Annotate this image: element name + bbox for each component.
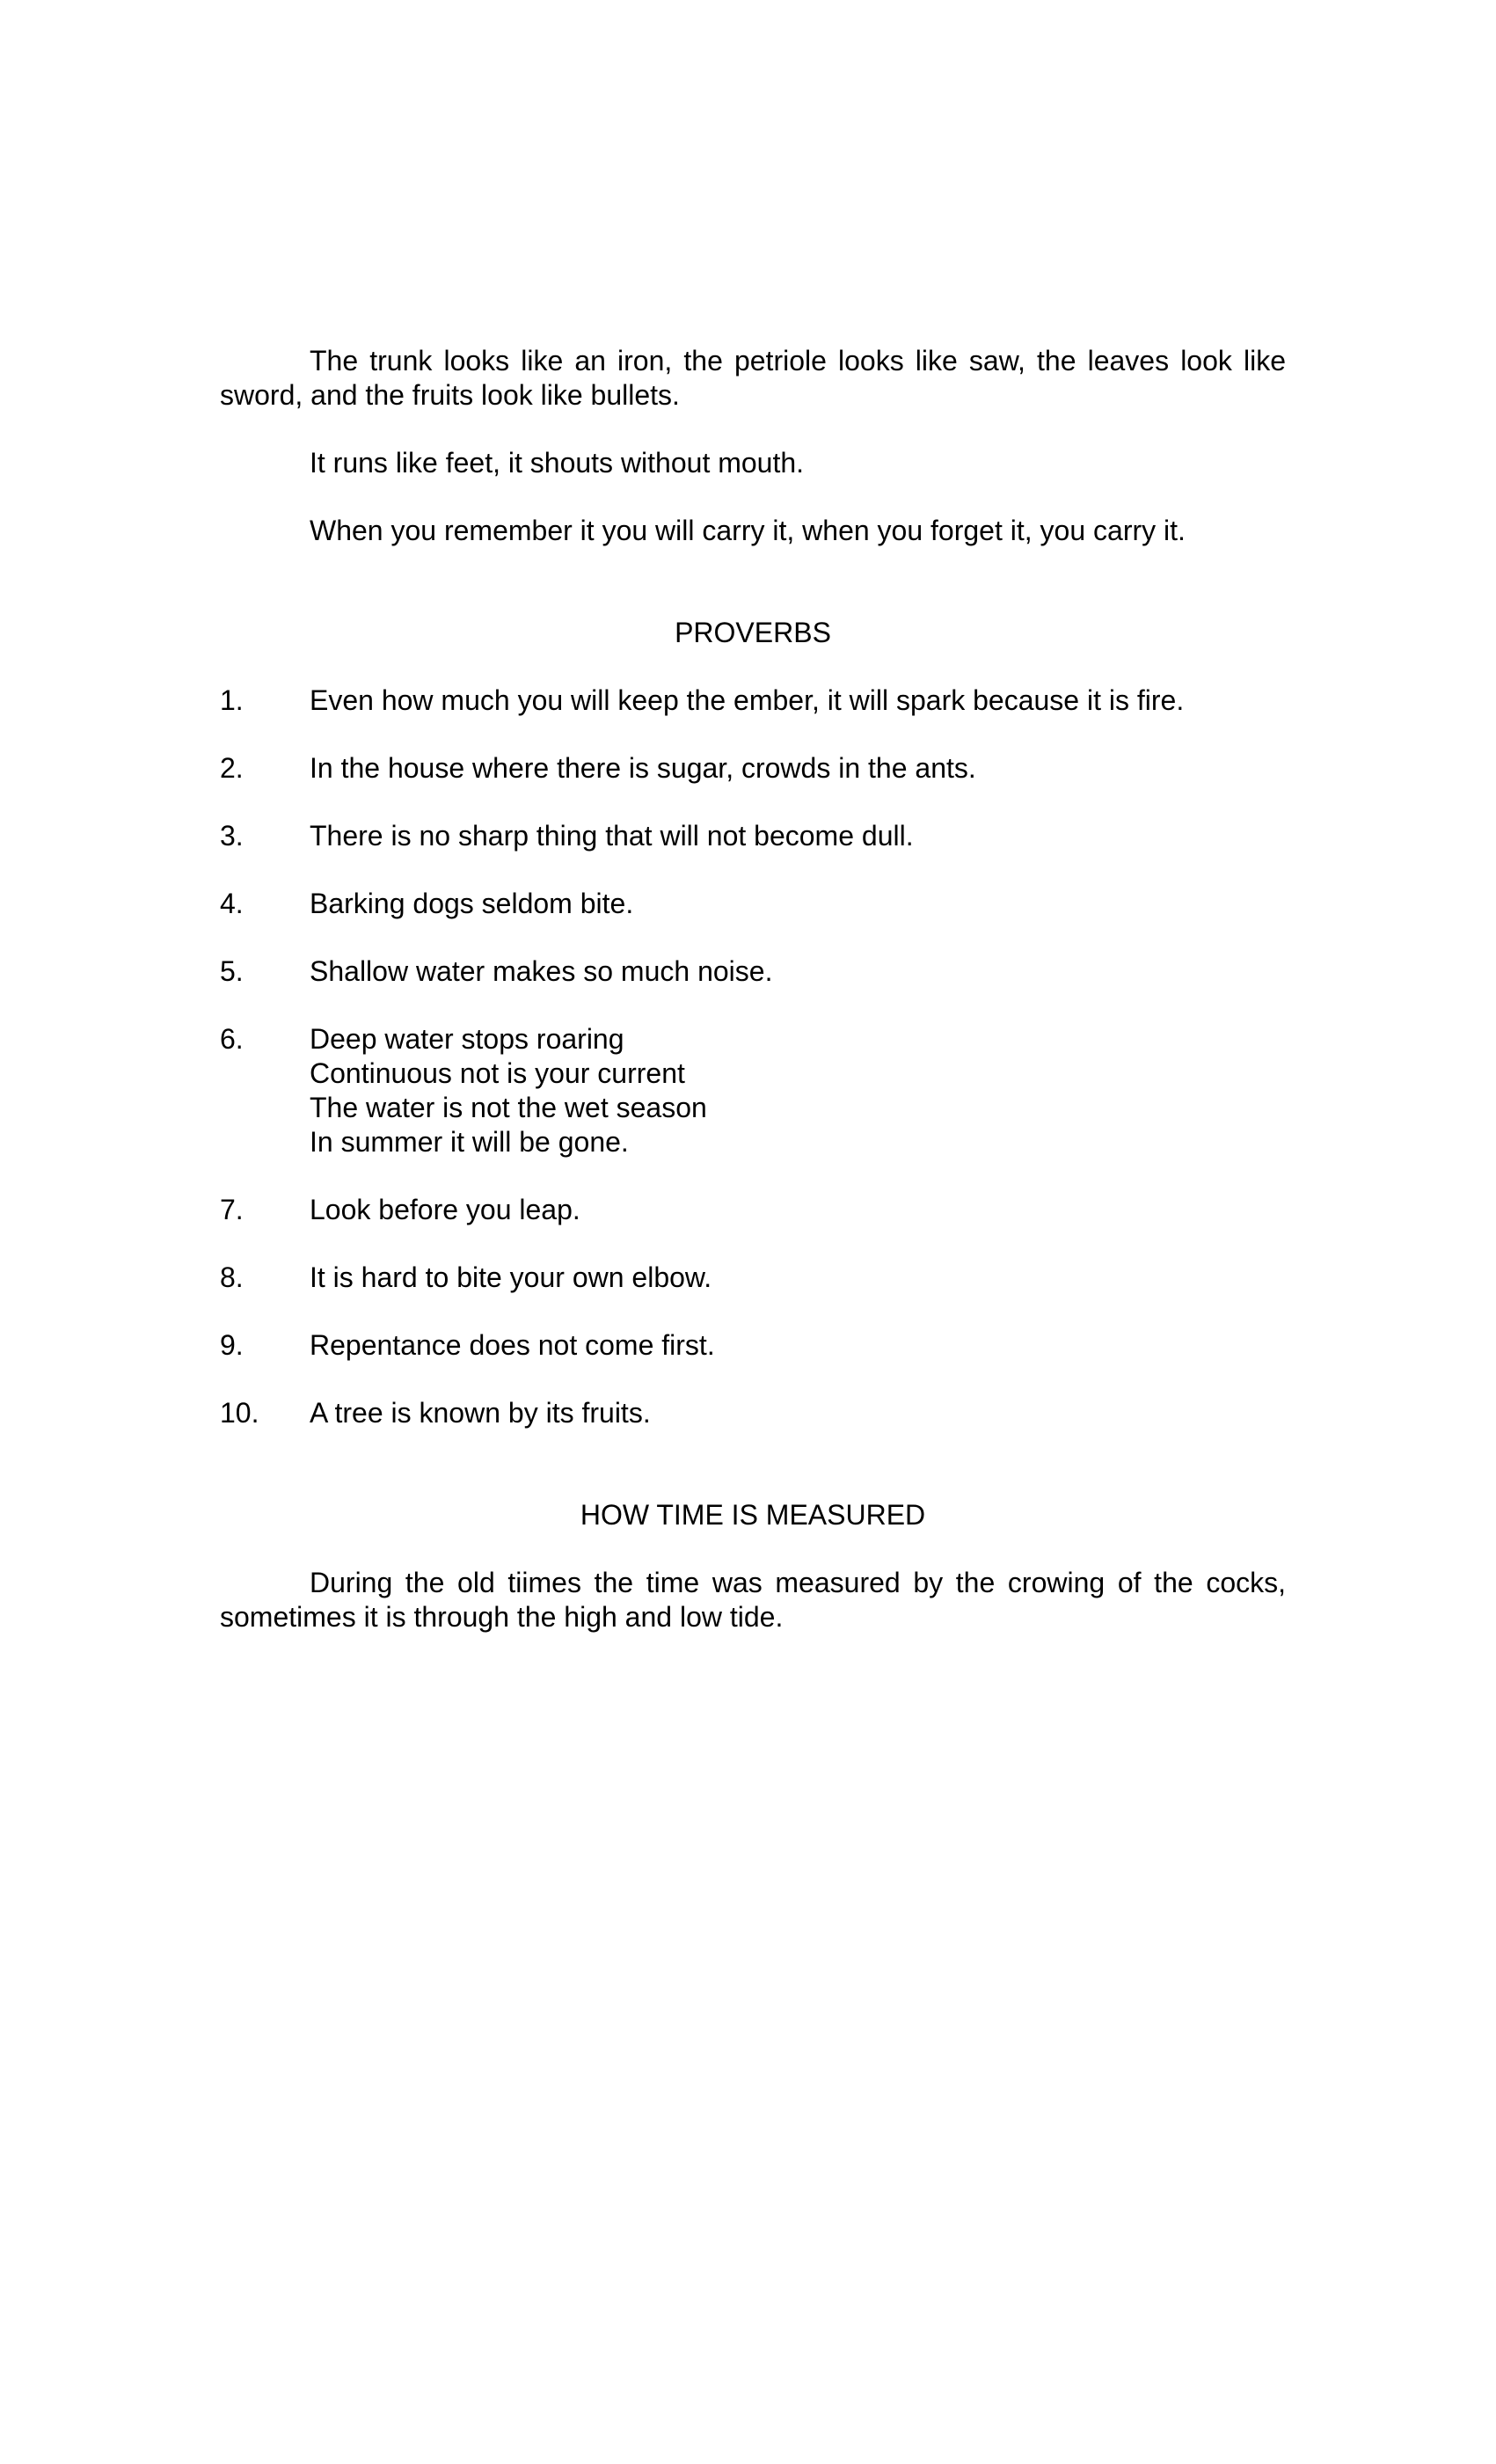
intro-paragraph-2: It runs like feet, it shouts without mouth.	[310, 447, 805, 479]
item-line: There is no sharp thing that will not become dull.	[310, 820, 914, 852]
item-text	[310, 1022, 1286, 1159]
item-number: 4.	[220, 888, 244, 919]
item-text	[310, 819, 1286, 853]
item-line: Even how much you will keep the ember, it will spark because it is fire.	[310, 684, 1185, 716]
item-line: Look before you leap.	[310, 1194, 580, 1225]
list-item	[220, 1328, 1286, 1363]
list-item	[220, 954, 1286, 989]
list-item	[220, 751, 1286, 786]
item-number: 5.	[220, 955, 244, 987]
list-item	[220, 684, 1286, 718]
proverbs-heading: PROVERBS	[675, 617, 831, 648]
intro-paragraph-3: When you remember it you will carry it, when you forget it, you carry it.	[310, 515, 1186, 546]
item-text	[310, 1261, 1286, 1295]
item-line: Deep water stops roaring	[310, 1023, 624, 1055]
time-section-heading: HOW TIME IS MEASURED	[580, 1499, 926, 1531]
item-line: Continuous not is your current	[310, 1057, 685, 1089]
page-content	[220, 344, 1286, 1668]
time-section-paragraph: During the old tiimes the time was measured by the crowing of the cocks, sometimes it is through the high and low tide.	[220, 1567, 1286, 1633]
item-text	[310, 1328, 1286, 1363]
list-item	[220, 1261, 1286, 1295]
item-text	[310, 954, 1286, 989]
item-line: A tree is known by its fruits.	[310, 1397, 651, 1429]
item-number: 1.	[220, 684, 244, 716]
proverbs-list	[220, 684, 1286, 1430]
list-item	[220, 1396, 1286, 1430]
list-item	[220, 1022, 1286, 1159]
item-number: 3.	[220, 820, 244, 852]
item-number: 7.	[220, 1194, 244, 1225]
item-number: 9.	[220, 1329, 244, 1361]
intro-paragraph-1: The trunk looks like an iron, the petriole looks like saw, the leaves look like sword, and the fruits look like bullets.	[220, 345, 1286, 411]
item-line: Barking dogs seldom bite.	[310, 888, 634, 919]
item-number: 10.	[220, 1397, 259, 1429]
item-line: In the house where there is sugar, crowds in the ants.	[310, 752, 976, 784]
item-number: 2.	[220, 752, 244, 784]
item-line: Repentance does not come first.	[310, 1329, 715, 1361]
list-item	[220, 819, 1286, 853]
item-line: The water is not the wet season	[310, 1092, 707, 1123]
item-line: Shallow water makes so much noise.	[310, 955, 773, 987]
item-text	[310, 1396, 1286, 1430]
item-line: In summer it will be gone.	[310, 1126, 629, 1158]
item-text	[310, 887, 1286, 921]
item-line: It is hard to bite your own elbow.	[310, 1261, 712, 1293]
item-text	[310, 684, 1286, 718]
item-number: 8.	[220, 1261, 244, 1293]
item-text	[310, 1193, 1286, 1227]
item-number: 6.	[220, 1023, 244, 1055]
item-text	[310, 751, 1286, 786]
list-item	[220, 887, 1286, 921]
list-item	[220, 1193, 1286, 1227]
